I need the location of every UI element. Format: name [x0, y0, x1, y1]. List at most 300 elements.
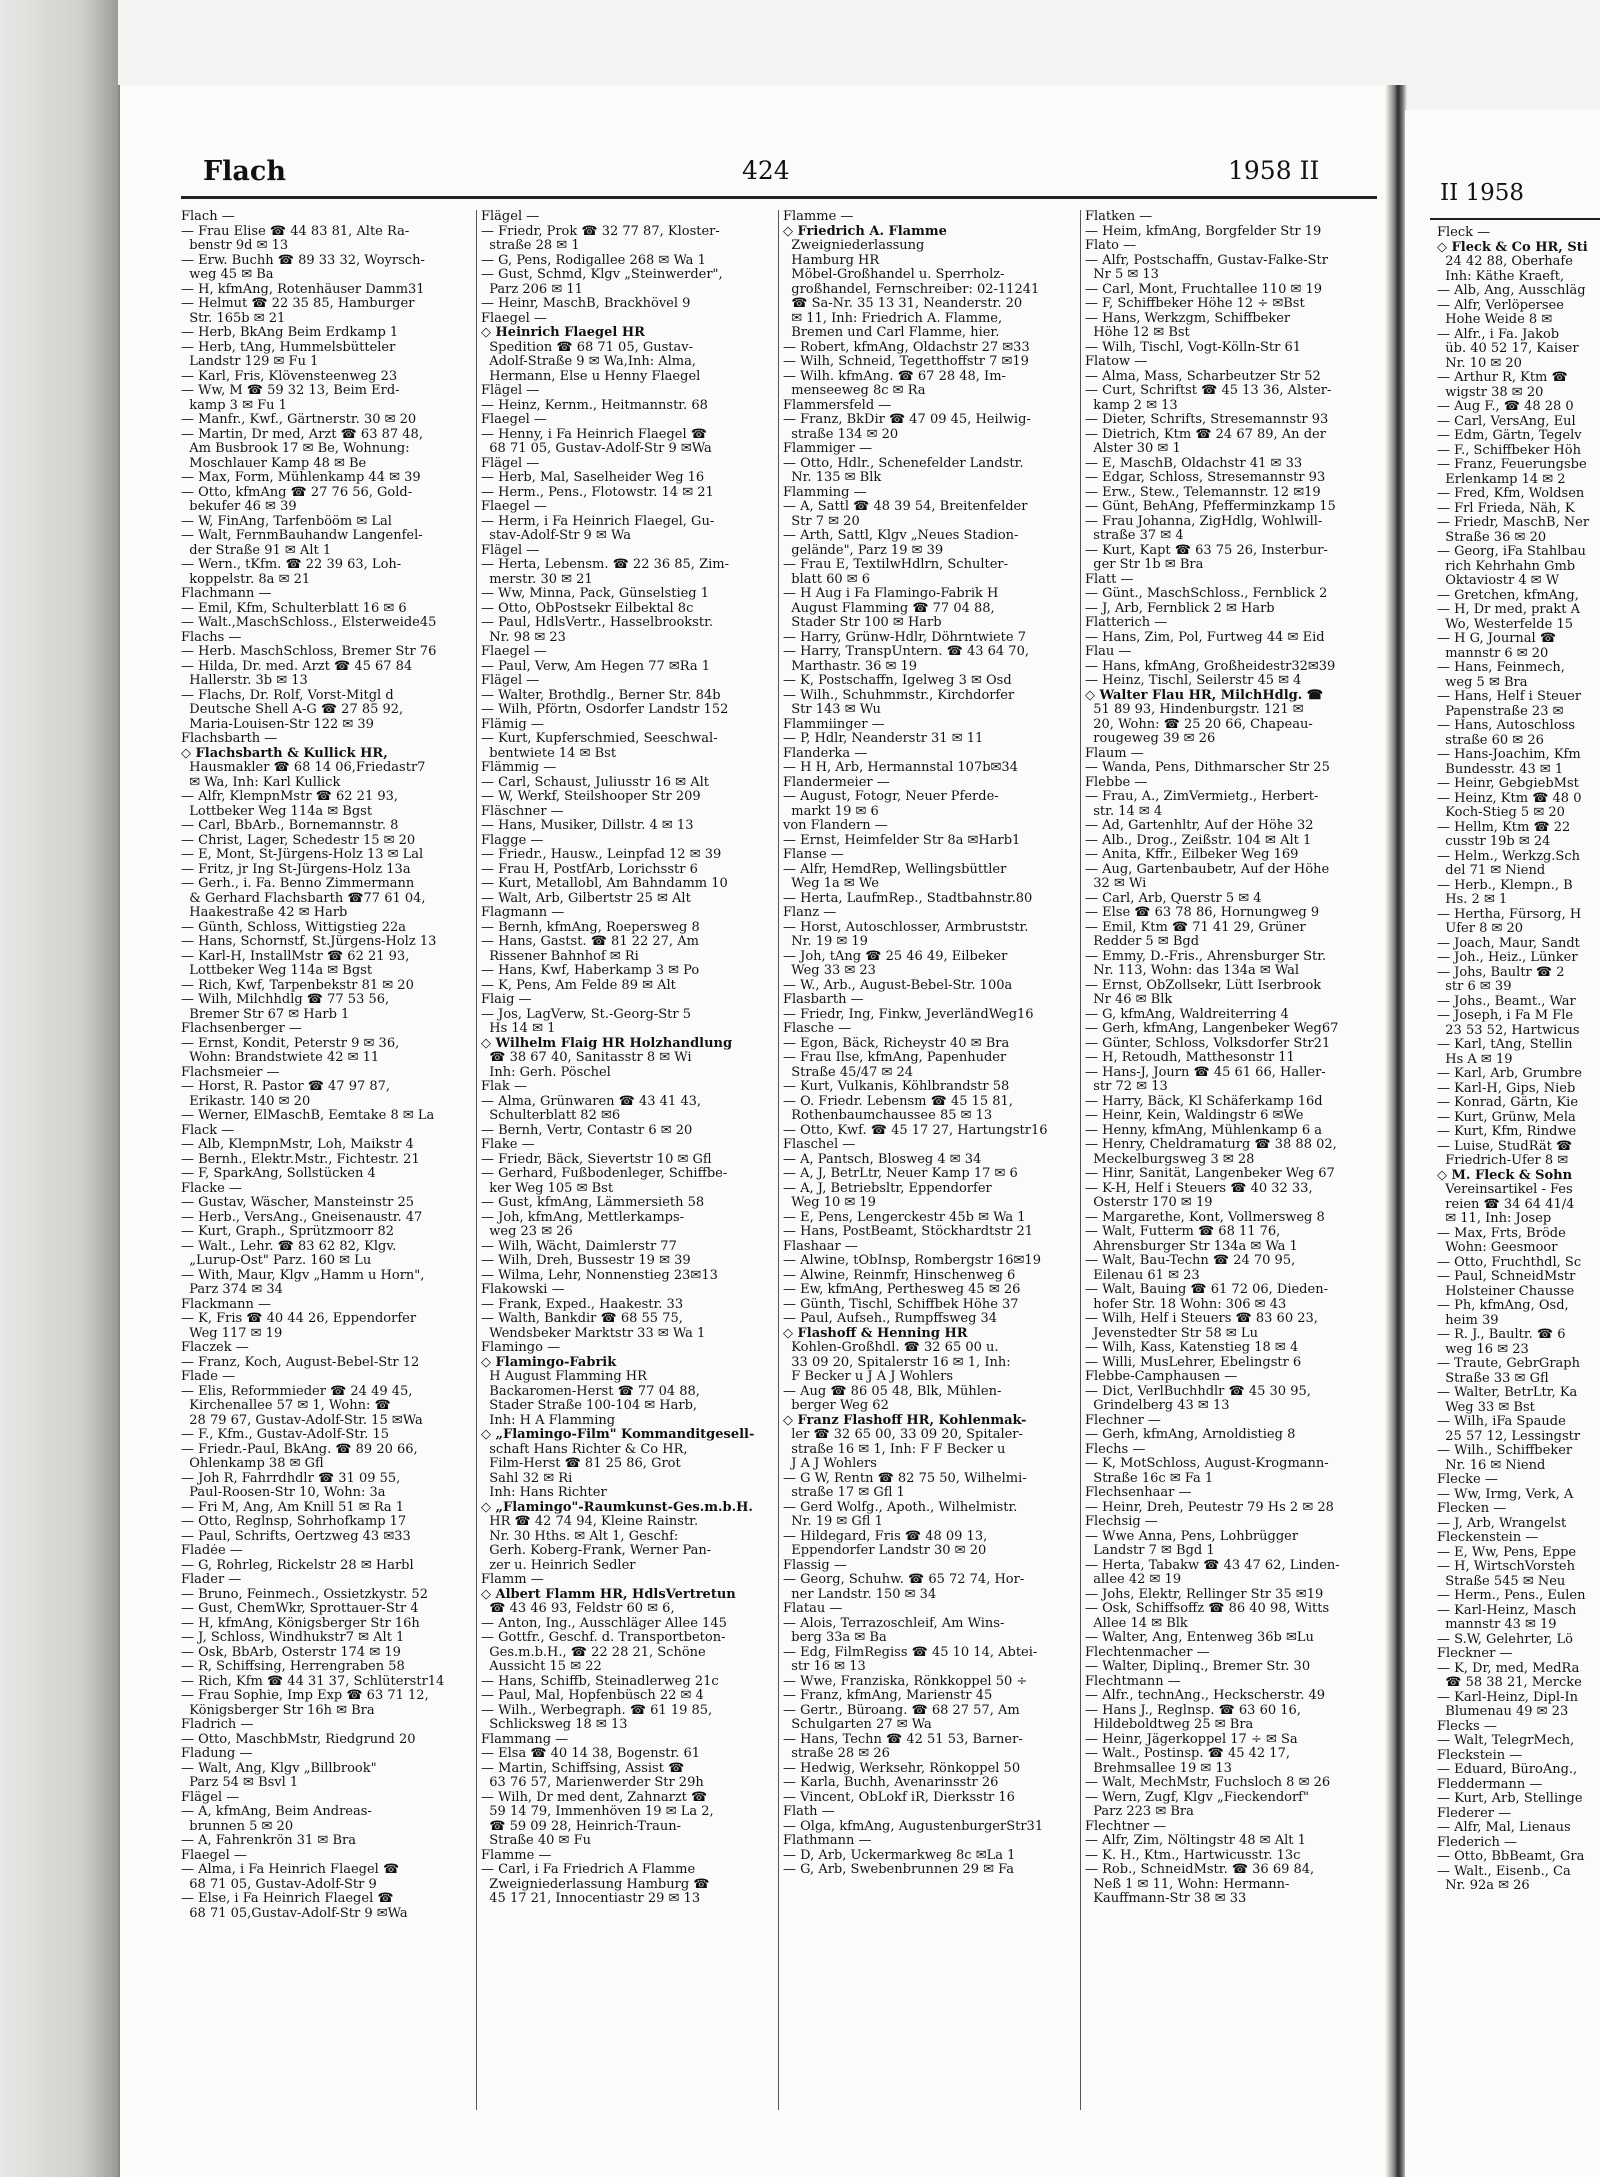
directory-entry-line: — Harry, Grünw-Hdlr, Döhrntwiete 7 — [783, 630, 1026, 645]
directory-entry-line: Koch-Stieg 5 ✉ 20 — [1437, 806, 1565, 820]
directory-entry-line: reien ☎ 34 64 41/4 — [1437, 1197, 1575, 1212]
directory-entry-line: — Wilh., Schuhmmstr., Kirchdorfer — [783, 688, 1015, 703]
directory-entry-line: Flechsenhaar — — [1085, 1486, 1192, 1500]
directory-entry-line: Flachsmeier — — [181, 1065, 280, 1080]
directory-entry-line: — Herb, BkAng Beim Erdkamp 1 — [181, 326, 399, 340]
directory-entry-line: Allee 14 ✉ Blk — [1085, 1616, 1188, 1631]
directory-entry-line: Flasbarth — — [783, 993, 864, 1007]
directory-entry-line: — Walt, MechMstr, Fuchsloch 8 ✉ 26 — [1085, 1776, 1331, 1790]
directory-entry-line: del 71 ✉ Niend — [1437, 864, 1546, 878]
directory-entry-line: — Otto, Kwf. ☎ 45 17 27, Hartungstr16 — [783, 1123, 1048, 1138]
directory-entry-line: — Curt, Schriftst ☎ 45 13 36, Alster- — [1085, 384, 1332, 398]
directory-entry-line: Flanz — — [783, 906, 837, 920]
directory-entry-line: 20, Wohn: ☎ 25 20 66, Chapeau- — [1085, 717, 1313, 732]
directory-entry-line: — Walt., Postinsp. ☎ 45 42 17, — [1085, 1747, 1290, 1761]
directory-entry-line: — Friedr., Hausw., Leinpfad 12 ✉ 39 — [481, 848, 722, 862]
directory-entry-line: Hs. 2 ✉ 1 — [1437, 893, 1508, 907]
directory-entry-line: Flachs — — [181, 630, 242, 645]
directory-entry-line: — Walt, Arb, Gilbertstr 25 ✉ Alt — [481, 891, 691, 906]
directory-entry-line: Flagmann — — [481, 906, 565, 920]
directory-entry-line: Fleckstein — — [1437, 1748, 1523, 1763]
directory-entry-line: — Wilh, Milchhdlg ☎ 77 53 56, — [181, 993, 390, 1007]
directory-entry-line: — Günt, BehAng, Pfefferminzkamp 15 — [1085, 500, 1336, 514]
directory-entry-line: — Alfr, Mal, Lienaus — [1437, 1821, 1571, 1835]
directory-entry-line: — R. J., Baultr. ☎ 6 — [1437, 1328, 1566, 1342]
directory-entry-line: Weg 33 ✉ 23 — [783, 964, 876, 978]
directory-entry-line: Rothenbaumchaussee 85 ✉ 13 — [783, 1109, 993, 1123]
directory-entry-line: Schulgarten 27 ✉ Wa — [783, 1718, 932, 1732]
directory-entry-line: — Margarethe, Kont, Vollmersweg 8 — [1085, 1210, 1325, 1225]
directory-entry-line: — Hans, Zim, Pol, Furtweg 44 ✉ Eid — [1085, 630, 1325, 645]
directory-entry-line: Flechtner — — [1085, 1819, 1167, 1834]
directory-entry-line: cusstr 19b ✉ 24 — [1437, 835, 1551, 849]
directory-entry-line: — A, J, BetrLtr, Neuer Kamp 17 ✉ 6 — [783, 1167, 1018, 1181]
directory-entry-line: — Gerhard, Fußbodenleger, Schiffbe- — [481, 1167, 728, 1181]
directory-entry-line: allee 42 ✉ 19 — [1085, 1573, 1182, 1587]
directory-entry-line: Flachsenberger — — [181, 1022, 302, 1036]
directory-entry-line: Lottbeker Weg 114a ✉ Bgst — [181, 804, 373, 819]
directory-entry-line: — Alma, i Fa Heinrich Flaegel ☎ — [181, 1863, 400, 1877]
directory-entry-line: — Herta, LaufmRep., Stadtbahnstr.80 — [783, 891, 1033, 906]
directory-entry-line: — E, MaschB, Oldachstr 41 ✉ 33 — [1085, 456, 1303, 471]
directory-entry-line: — Dict, VerlBuchhdlr ☎ 45 30 95, — [1085, 1384, 1311, 1399]
directory-entry-line: Flämig — — [481, 717, 544, 732]
directory-entry-line: Flägel — — [481, 384, 540, 398]
directory-entry-line: „Lurup-Ost" Parz. 160 ✉ Lu — [181, 1254, 372, 1268]
directory-entry-line: — Ph, kfmAng, Osd, — [1437, 1299, 1569, 1313]
directory-entry-line: Schulterblatt 82 ✉6 — [481, 1109, 621, 1123]
directory-entry-line: — Max, Form, Mühlenkamp 44 ✉ 39 — [181, 471, 421, 485]
directory-entry-line: Eilenau 61 ✉ 23 — [1085, 1268, 1200, 1283]
directory-entry-line: Parz 223 ✉ Bra — [1085, 1805, 1194, 1819]
directory-entry-line: — August, Fotogr, Neuer Pferde- — [783, 790, 999, 804]
directory-entry-line: — A, Fahrenkrön 31 ✉ Bra — [181, 1834, 356, 1848]
directory-entry-line: Erikastr. 140 ✉ 20 — [181, 1094, 311, 1109]
scanner-edge — [0, 0, 118, 2177]
directory-entry-line: Nr. 92a ✉ 26 — [1437, 1879, 1530, 1893]
directory-entry-line: August Flamming ☎ 77 04 88, — [783, 601, 995, 616]
directory-entry-line: Str. 165b ✉ 21 — [181, 311, 286, 326]
directory-entry-line: 33 09 20, Spitalerstr 16 ✉ 1, Inh: — [783, 1355, 1011, 1370]
directory-entry-line: Parz 206 ✉ 11 — [481, 282, 583, 297]
directory-entry-line: — Ww, Irmg, Verk, A — [1437, 1487, 1574, 1502]
directory-entry-line: — Georg, Schuhw. ☎ 65 72 74, Hor- — [783, 1573, 1025, 1587]
directory-entry-line: — Karl, Arb, Grumbre — [1437, 1067, 1582, 1081]
directory-entry-line: — Eduard, BüroAng., — [1437, 1763, 1578, 1777]
directory-entry-line: Flaegel — — [481, 500, 547, 514]
directory-entry-line: — Hans, Musiker, Dillstr. 4 ✉ 13 — [481, 819, 694, 833]
directory-entry-line: ◇ Walter Flau HR, MilchHdlg. ☎ — [1085, 688, 1323, 703]
directory-entry-line: — F, SparkAng, Sollstücken 4 — [181, 1167, 376, 1181]
directory-entry-line: Flechsig — — [1085, 1515, 1158, 1529]
directory-entry-line: — H G, Journal ☎ — [1437, 632, 1557, 646]
directory-entry-line: Blumenau 49 ✉ 23 — [1437, 1705, 1569, 1719]
directory-entry-line: — Gottfr., Geschf. d. Transportbeton- — [481, 1631, 726, 1645]
directory-entry-line: Nr. 19 ✉ 19 — [783, 935, 868, 949]
directory-entry-line: — Hans, Techn ☎ 42 51 53, Barner- — [783, 1732, 1023, 1747]
directory-entry-line: — Heinr, GebgiebMst — [1437, 777, 1579, 791]
directory-entry-line: kamp 2 ✉ 13 — [1085, 398, 1178, 413]
directory-entry-line: Flagge — — [481, 833, 544, 848]
directory-entry-line: — Frl Frieda, Näh, K — [1437, 501, 1575, 516]
directory-entry-line: Flato — — [1085, 239, 1137, 253]
directory-entry-line: brunnen 5 ✉ 20 — [181, 1819, 294, 1834]
directory-entry-line: Ufer 8 ✉ 20 — [1437, 922, 1524, 936]
directory-entry-line: — Kurt, Kfm, Rindwe — [1437, 1125, 1577, 1139]
directory-entry-line: — Karl-Heinz, Dipl-In — [1437, 1690, 1578, 1705]
directory-entry-line: — Kurt, Vulkanis, Köhlbrandstr 58 — [783, 1080, 1010, 1094]
directory-entry-line: — A, Sattl ☎ 48 39 54, Breitenfelder — [783, 500, 1028, 514]
directory-entry-line: — J, Arb, Fernblick 2 ✉ Harb — [1085, 601, 1275, 616]
directory-entry-line: — Harry, TranspUntern. ☎ 43 64 70, — [783, 645, 1029, 659]
directory-entry-line: — Johs, Elektr, Rellinger Str 35 ✉19 — [1085, 1587, 1324, 1602]
directory-entry-line: Flechtenmacher — — [1085, 1645, 1210, 1660]
directory-entry-line: Wo, Westerfelde 15 — [1437, 617, 1573, 632]
directory-entry-line: — Friedr.-Paul, BkAng. ☎ 89 20 66, — [181, 1442, 418, 1457]
directory-entry-line: — Elis, Reformmieder ☎ 24 49 45, — [181, 1384, 413, 1399]
directory-entry-line: — Otto, MaschbMstr, Riedgrund 20 — [181, 1732, 416, 1747]
directory-entry-line: Flecke — — [1437, 1473, 1498, 1487]
directory-entry-line: — Johs, Baultr ☎ 2 — [1437, 965, 1565, 980]
directory-entry-line: — A, J, Betriebsltr, Eppendorfer — [783, 1181, 992, 1196]
directory-entry-line: weg 23 ✉ 26 — [481, 1225, 573, 1239]
directory-entry-line: Flammiger — — [783, 442, 873, 456]
directory-entry-line: — Wilh, Dreh, Bussestr 19 ✉ 39 — [481, 1254, 691, 1268]
directory-entry-line: Fleckner — — [1437, 1647, 1513, 1661]
directory-entry-line: — Edg, FilmRegiss ☎ 45 10 14, Abtei- — [783, 1645, 1038, 1660]
directory-entry-line: Oktaviostr 4 ✉ W — [1437, 574, 1560, 588]
directory-entry-line: — P, Hdlr, Neanderstr 31 ✉ 11 — [783, 732, 984, 746]
directory-entry-line: — Walt., Eisenb., Ca — [1437, 1864, 1571, 1879]
directory-entry-line: ◇ Heinrich Flaegel HR — [481, 326, 645, 340]
directory-entry-line: — Alb, Ang, Ausschläg — [1437, 284, 1586, 298]
directory-entry-line: — Walter, Ang, Entenweg 36b ✉Lu — [1085, 1631, 1314, 1645]
directory-entry-line: Flandermeier — — [783, 775, 890, 790]
directory-entry-line: str. 14 ✉ 4 — [1085, 804, 1163, 819]
directory-entry-line: Zweigniederlassung Hamburg ☎ — [481, 1877, 710, 1892]
directory-entry-line: 59 14 79, Immenhöven 19 ✉ La 2, — [481, 1805, 714, 1819]
directory-entry-line: — Jos, LagVerw, St.-Georg-Str 5 — [481, 1007, 691, 1022]
directory-entry-line: ker Weg 105 ✉ Bst — [481, 1181, 614, 1196]
directory-entry-line: Flägel — — [181, 1790, 240, 1805]
directory-entry-line: Stader Straße 100-104 ✉ Harb, — [481, 1399, 698, 1413]
directory-entry-line: — Wilh, Helf i Steuers ☎ 83 60 23, — [1085, 1312, 1318, 1326]
directory-entry-line: Wendsbeker Marktstr 33 ✉ Wa 1 — [481, 1326, 706, 1341]
directory-entry-line: Weg 33 ✉ Bst — [1437, 1400, 1535, 1415]
directory-entry-line: 24 42 88, Oberhafe — [1437, 255, 1573, 269]
directory-entry-line: — Alfr, Verlöpersee — [1437, 298, 1564, 313]
directory-entry-line: — Walt, Bauing ☎ 61 72 06, Dieden- — [1085, 1283, 1328, 1297]
directory-entry-line: — F, Schiffbeker Höhe 12 ÷ ✉Bst — [1085, 297, 1305, 311]
directory-entry-line: — E, Ww, Pens, Eppe — [1437, 1545, 1577, 1560]
directory-entry-line: Flaegel — — [481, 645, 547, 659]
directory-entry-line: — Frank, Exped., Haakestr. 33 — [481, 1297, 684, 1312]
directory-entry-line: — Hans, Schornstf, St.Jürgens-Holz 13 — [181, 935, 437, 949]
directory-entry-line: Flämmig — — [481, 761, 557, 775]
directory-entry-line: Flecks — — [1437, 1719, 1497, 1734]
directory-entry-line: Fladung — — [181, 1747, 253, 1761]
directory-entry-line: — Karl, Fris, Klövensteenweg 23 — [181, 369, 398, 384]
directory-entry-line: — Carl, i Fa Friedrich A Flamme — [481, 1863, 696, 1877]
directory-entry-line: — Joach, Maur, Sandt — [1437, 936, 1580, 951]
directory-entry-line: 25 57 12, Lessingstr — [1437, 1429, 1581, 1444]
directory-entry-line: Straße 545 ✉ Neu — [1437, 1574, 1566, 1589]
directory-entry-line: Fladrich — — [181, 1718, 254, 1732]
directory-entry-line: — Ernst, ObZollsekr, Lütt Iserbrook — [1085, 978, 1322, 993]
directory-entry-line: — Hans J., Reglnsp. ☎ 63 60 16, — [1085, 1703, 1301, 1718]
directory-entry-line: — Martin, Dr med, Arzt ☎ 63 87 48, — [181, 427, 423, 442]
directory-entry-line: Adolf-Straße 9 ✉ Wa,Inh: Alma, — [481, 355, 696, 369]
directory-entry-line: 32 ✉ Wi — [1085, 877, 1147, 891]
directory-entry-line: Flamming — — [783, 485, 867, 500]
directory-entry-line: — Paul, SchneidMstr — [1437, 1270, 1576, 1284]
directory-entry-line: Königsberger Str 16h ✉ Bra — [181, 1703, 375, 1718]
directory-entry-line: Straße 16c ✉ Fa 1 — [1085, 1471, 1214, 1486]
directory-entry-line: — K. H., Ktm., Hartwicusstr. 13c — [1085, 1848, 1301, 1863]
directory-entry-line: str 6 ✉ 39 — [1437, 980, 1512, 994]
directory-entry-line: menseeweg 8c ✉ Ra — [783, 384, 926, 398]
directory-entry-line: Flamme — — [481, 1848, 552, 1863]
directory-entry-line: — Alma, Mass, Scharbeutzer Str 52 — [1085, 369, 1321, 384]
directory-entry-line: Flaegel — — [181, 1848, 247, 1863]
directory-entry-line: — Heinr, Jägerkoppel 17 ÷ ✉ Sa — [1085, 1732, 1298, 1747]
directory-entry-line: ◇ Friedrich A. Flamme — [783, 224, 947, 239]
directory-entry-line: — Franz, BkDir ☎ 47 09 45, Heilwig- — [783, 413, 1031, 427]
directory-entry-line: — H Aug i Fa Flamingo-Fabrik H — [783, 587, 999, 601]
directory-entry-line: — G, Pens, Rodigallee 268 ✉ Wa 1 — [481, 253, 706, 268]
directory-entry-line: straße 28 ✉ 1 — [481, 239, 580, 253]
directory-entry-line: Flade — — [181, 1370, 236, 1384]
directory-entry-line: — Alois, Terrazoschleif, Am Wins- — [783, 1616, 1005, 1631]
directory-entry-line: stav-Adolf-Str 9 ✉ Wa — [481, 529, 631, 543]
directory-entry-line: Maria-Louisen-Str 122 ✉ 39 — [181, 717, 374, 732]
directory-entry-line: — Max, Frts, Bröde — [1437, 1226, 1566, 1241]
directory-entry-line: Nr. 19 ✉ Gfl 1 — [783, 1515, 883, 1529]
directory-entry-line: — Konrad, Gärtn, Kie — [1437, 1096, 1579, 1110]
directory-entry-line: — Frau Johanna, ZigHdlg, Wohlwill- — [1085, 514, 1323, 529]
directory-entry-line: — H, WirtschVorsteh — [1437, 1560, 1575, 1574]
directory-entry-line: Parz 54 ✉ Bsvl 1 — [181, 1776, 299, 1790]
directory-entry-line: — Wilh, Tischl, Vogt-Kölln-Str 61 — [1085, 340, 1302, 355]
directory-entry-line: Flaczek — — [181, 1341, 249, 1355]
directory-entry-line: — Werner, ElMaschB, Eemtake 8 ✉ La — [181, 1109, 435, 1123]
directory-entry-line: — K, MotSchloss, August-Krogmann- — [1085, 1457, 1329, 1471]
directory-entry-line: — Friedr, MaschB, Ner — [1437, 516, 1590, 530]
directory-entry-line: Neß 1 ✉ 11, Wohn: Hermann- — [1085, 1877, 1290, 1892]
directory-entry-line: bekufer 46 ✉ 39 — [181, 500, 297, 514]
directory-entry-line: — Bernh., Elektr.Mstr., Fichtestr. 21 — [181, 1152, 420, 1167]
directory-entry-line: ler ☎ 32 65 00, 33 09 20, Spitaler- — [783, 1428, 1023, 1442]
directory-entry-line: ☎ Sa-Nr. 35 13 31, Neanderstr. 20 — [783, 297, 1023, 311]
directory-entry-line: Landstr 129 ✉ Fu 1 — [181, 355, 319, 369]
directory-entry-line: — Henny, i Fa Heinrich Flaegel ☎ — [481, 427, 707, 442]
directory-entry-line: — Helmut ☎ 22 35 85, Hamburger — [181, 297, 415, 311]
directory-entry-line: Nr. 113, Wohn: das 134a ✉ Wal — [1085, 964, 1300, 978]
directory-entry-line: ◇ Fleck & Co HR, Sti — [1437, 240, 1588, 255]
directory-entry-line: Hermann, Else u Henny Flaegel — [481, 369, 701, 384]
directory-entry-line: 68 71 05, Gustav-Adolf-Str 9 — [181, 1877, 377, 1892]
directory-entry-line: — Herb. MaschSchloss, Bremer Str 76 — [181, 645, 437, 659]
directory-entry-line: Hamburg HR — [783, 253, 880, 268]
directory-entry-line: — Otto, BbBeamt, Gra — [1437, 1850, 1585, 1864]
directory-entry-line: Flechs — — [1085, 1442, 1146, 1457]
directory-entry-line: & Gerhard Flachsbarth ☎77 61 04, — [181, 891, 426, 906]
directory-entry-line: — Manfr., Kwf., Gärtnerstr. 30 ✉ 20 — [181, 413, 417, 427]
directory-entry-line: — Arth, Sattl, Klgv „Neues Stadion- — [783, 529, 1019, 543]
directory-entry-line: großhandel, Fernschreiber: 02-11241 — [783, 282, 1040, 297]
directory-entry-line: mannstr 6 ✉ 20 — [1437, 646, 1549, 661]
directory-entry-line: Inh: H A Flamming — [481, 1413, 616, 1428]
directory-entry-line: von Flandern — — [783, 819, 888, 833]
directory-entry-line: ✉ 11, Inh: Friedrich A. Flamme, — [783, 311, 1003, 326]
directory-entry-line: — Georg, iFa Stahlbau — [1437, 545, 1586, 559]
directory-entry-line: 63 76 57, Marienwerder Str 29h — [481, 1776, 704, 1790]
directory-entry-line: Hildeboldtweg 25 ✉ Bra — [1085, 1718, 1254, 1732]
directory-entry-line: — Alwine, tObInsp, Rombergstr 16✉19 — [783, 1254, 1041, 1268]
directory-entry-line: — G W, Rentn ☎ 82 75 50, Wilhelmi- — [783, 1471, 1027, 1486]
directory-entry-line: — Wilh, Kass, Katenstieg 18 ✉ 4 — [1085, 1341, 1299, 1355]
directory-entry-line: — Alfr., technAng., Heckscherstr. 49 — [1085, 1689, 1326, 1703]
directory-entry-line: — Hans, kfmAng, Großheidestr32✉39 — [1085, 659, 1336, 674]
directory-entry-line: Nr. 135 ✉ Blk — [783, 471, 882, 485]
column-divider — [476, 210, 477, 2110]
directory-entry-line: — Carl, Schaust, Juliusstr 16 ✉ Alt — [481, 775, 709, 790]
directory-entry-line: H August Flamming HR — [481, 1370, 647, 1384]
directory-entry-line: Alster 30 ✉ 1 — [1085, 442, 1181, 456]
directory-entry-line: — S.W, Gelehrter, Lö — [1437, 1632, 1574, 1647]
directory-entry-line: Backaromen-Herst ☎ 77 04 88, — [481, 1384, 700, 1399]
directory-entry-line: Flashaar — — [783, 1239, 858, 1254]
directory-entry-line: — Paul, Verw, Am Hegen 77 ✉Ra 1 — [481, 659, 710, 674]
directory-entry-line: — Walt.,MaschSchloss., Elsterweide45 — [181, 616, 437, 630]
directory-entry-line: — Henny, kfmAng, Mühlenkamp 6 a — [1085, 1123, 1322, 1138]
directory-entry-line: — Joh., Heiz., Lünker — [1437, 951, 1578, 965]
directory-entry-line: bentwiete 14 ✉ Bst — [481, 746, 617, 761]
directory-entry-line: — J, Schloss, Windhukstr7 ✉ Alt 1 — [181, 1631, 405, 1645]
directory-entry-line: — G, kfmAng, Waldreiterring 4 — [1085, 1007, 1289, 1022]
directory-entry-line: — Erw., Stew., Telemannstr. 12 ✉19 — [1085, 485, 1321, 500]
directory-entry-line: Sahl 32 ✉ Ri — [481, 1471, 573, 1486]
directory-entry-line: F Becker u J A J Wohlers — [783, 1370, 953, 1384]
directory-entry-line: — Walter, Diplinq., Bremer Str. 30 — [1085, 1660, 1311, 1674]
directory-entry-line: — Osk, Schiffsoffz ☎ 86 40 98, Witts — [1085, 1602, 1330, 1616]
directory-entry-line: — Erw. Buchh ☎ 89 33 32, Woyrsch- — [181, 253, 425, 268]
directory-entry-line: schaft Hans Richter & Co HR, — [481, 1442, 688, 1457]
directory-entry-line: Flasche — — [783, 1022, 852, 1036]
directory-entry-line: Kirchenallee 57 ✉ 1, Wohn: ☎ — [181, 1399, 391, 1413]
directory-entry-line: Bremer Str 67 ✉ Harb 1 — [181, 1007, 350, 1022]
directory-entry-line: Flamingo — — [481, 1341, 561, 1355]
directory-entry-line: — Else, i Fa Heinrich Flaegel ☎ — [181, 1892, 394, 1906]
directory-entry-line: Fleckenstein — — [1437, 1531, 1539, 1545]
directory-entry-line: — Hans, PostBeamt, Stöckhardtstr 21 — [783, 1225, 1034, 1239]
directory-entry-line: — Alfr, Postschaffn, Gustav-Falke-Str — [1085, 253, 1328, 268]
directory-entry-line: — Walt, FernmBauhandw Langenfel- — [181, 529, 423, 543]
directory-entry-line: mannstr 43 ✉ 19 — [1437, 1618, 1557, 1632]
directory-entry-line: — A, Pantsch, Blosweg 4 ✉ 34 — [783, 1152, 982, 1167]
directory-entry-line: — Luise, StudRät ☎ — [1437, 1139, 1573, 1154]
directory-entry-line: — Kurt, Grünw, Mela — [1437, 1110, 1576, 1125]
directory-entry-line: — Joh, tAng ☎ 25 46 49, Eilbeker — [783, 949, 1008, 964]
directory-entry-line: Flack — — [181, 1123, 235, 1138]
directory-entry-line: — Emil, Ktm ☎ 71 41 29, Grüner — [1085, 920, 1306, 935]
directory-entry-line: Grindelberg 43 ✉ 13 — [1085, 1399, 1230, 1413]
directory-column-3 — [783, 210, 1075, 1878]
directory-entry-line: Flanse — — [783, 848, 844, 862]
directory-entry-line: — Hans, Autoschloss — [1437, 719, 1575, 733]
directory-entry-line: Bundesstr. 43 ✉ 1 — [1437, 762, 1564, 777]
directory-entry-line: Flammang — — [481, 1732, 569, 1747]
directory-entry-line: — K-H, Helf i Steuers ☎ 40 32 33, — [1085, 1181, 1313, 1196]
header-rule — [181, 196, 1377, 199]
directory-entry-line: Ohlenkamp 38 ✉ Gfl — [181, 1457, 324, 1471]
directory-entry-line: — Walth, Bankdir ☎ 68 55 75, — [481, 1312, 683, 1326]
directory-entry-line: — Aug, Gartenbaubetr, Auf der Höhe — [1085, 862, 1330, 877]
directory-entry-line: — Herta, Tabakw ☎ 43 47 62, Linden- — [1085, 1558, 1340, 1573]
directory-entry-line: — Emil, Kfm, Schulterblatt 16 ✉ 6 — [181, 601, 407, 616]
directory-entry-line: Flak — — [481, 1080, 527, 1094]
directory-entry-line: Meckelburgsweg 3 ✉ 28 — [1085, 1152, 1255, 1167]
directory-entry-line: Papenstraße 23 ✉ — [1437, 704, 1564, 719]
directory-entry-line: — Kurt, Metallobl, Am Bahndamm 10 — [481, 877, 728, 891]
directory-entry-line: — Alfr, KlempnMstr ☎ 62 21 93, — [181, 790, 399, 804]
directory-entry-line: Flammiinger — — [783, 717, 885, 732]
directory-entry-line: str 16 ✉ 13 — [783, 1660, 866, 1674]
directory-entry-line: — Martin, Schiffsing, Assist ☎ — [481, 1761, 685, 1776]
directory-entry-line: — H, kfmAng, Rotenhäuser Damm31 — [181, 282, 425, 297]
page-header-keyword: Flach — [203, 156, 286, 187]
directory-entry-line: — Traute, GebrGraph — [1437, 1357, 1580, 1371]
directory-entry-line: ◇ M. Fleck & Sohn — [1437, 1168, 1573, 1183]
directory-entry-line: ◇ „Flamingo-Film" Kommanditgesell- — [481, 1428, 755, 1442]
directory-entry-line: Stader Str 100 ✉ Harb — [783, 616, 942, 630]
directory-entry-line: — Ernst, Kondit, Peterstr 9 ✉ 36, — [181, 1036, 400, 1051]
directory-entry-line: Flebbe-Camphausen — — [1085, 1370, 1238, 1384]
directory-entry-line: — Frau Sophie, Imp Exp ☎ 63 71 12, — [181, 1689, 429, 1703]
column-divider — [1080, 210, 1081, 2110]
directory-entry-line: — Kurt, Arb, Stellinge — [1437, 1792, 1583, 1806]
directory-entry-line: — Hellm, Ktm ☎ 22 — [1437, 820, 1571, 835]
directory-entry-line: hofer Str. 18 Wohn: 306 ✉ 43 — [1085, 1297, 1287, 1312]
directory-entry-line: — Bernh, Vertr, Contastr 6 ✉ 20 — [481, 1123, 693, 1138]
directory-entry-line: wigstr 38 ✉ 20 — [1437, 385, 1544, 400]
directory-entry-line: Inh: Gerh. Pöschel — [481, 1065, 611, 1080]
directory-entry-line: benstr 9d ✉ 13 — [181, 239, 289, 253]
directory-entry-line: merstr. 30 ✉ 21 — [481, 572, 593, 587]
directory-entry-line: Holsteiner Chausse — [1437, 1284, 1575, 1299]
directory-entry-line: — Horst, Autoschlosser, Armbruststr. — [783, 920, 1029, 935]
directory-entry-line: Flägel — — [481, 674, 540, 688]
directory-entry-line: — Joh R, Fahrrdhdlr ☎ 31 09 55, — [181, 1471, 401, 1486]
directory-entry-line: — Herm., Pens., Flotowstr. 14 ✉ 21 — [481, 485, 714, 500]
directory-entry-line: — Christ, Lager, Schedestr 15 ✉ 20 — [181, 833, 416, 848]
directory-entry-line: — Alma, Grünwaren ☎ 43 41 43, — [481, 1094, 702, 1109]
directory-entry-line: Zweigniederlassung — [783, 239, 925, 253]
directory-entry-line: Flägel — — [481, 456, 540, 471]
directory-entry-line: Fleck — — [1437, 226, 1491, 240]
directory-entry-line: — Kurt, Kapt ☎ 63 75 26, Insterbur- — [1085, 543, 1328, 558]
directory-entry-line: — O. Friedr. Lebensm ☎ 45 15 81, — [783, 1094, 1013, 1109]
directory-entry-line: 68 71 05,Gustav-Adolf-Str 9 ✉Wa — [181, 1906, 408, 1921]
directory-entry-line: — Robert, kfmAng, Oldachstr 27 ✉33 — [783, 340, 1030, 355]
directory-entry-line: — G, Arb, Swebenbrunnen 29 ✉ Fa — [783, 1863, 1015, 1877]
directory-entry-line: — J, Arb, Wrangelst — [1437, 1516, 1567, 1531]
directory-entry-line: Gerh. Koberg-Frank, Werner Pan- — [481, 1544, 712, 1558]
directory-entry-line: — Wanda, Pens, Dithmarscher Str 25 — [1085, 761, 1330, 775]
directory-entry-line: — Else ☎ 63 78 86, Hornungweg 9 — [1085, 906, 1320, 920]
directory-entry-line: — Dietrich, Ktm ☎ 24 67 89, An der — [1085, 427, 1326, 442]
directory-entry-line: — Heim, kfmAng, Borgfelder Str 19 — [1085, 224, 1322, 239]
